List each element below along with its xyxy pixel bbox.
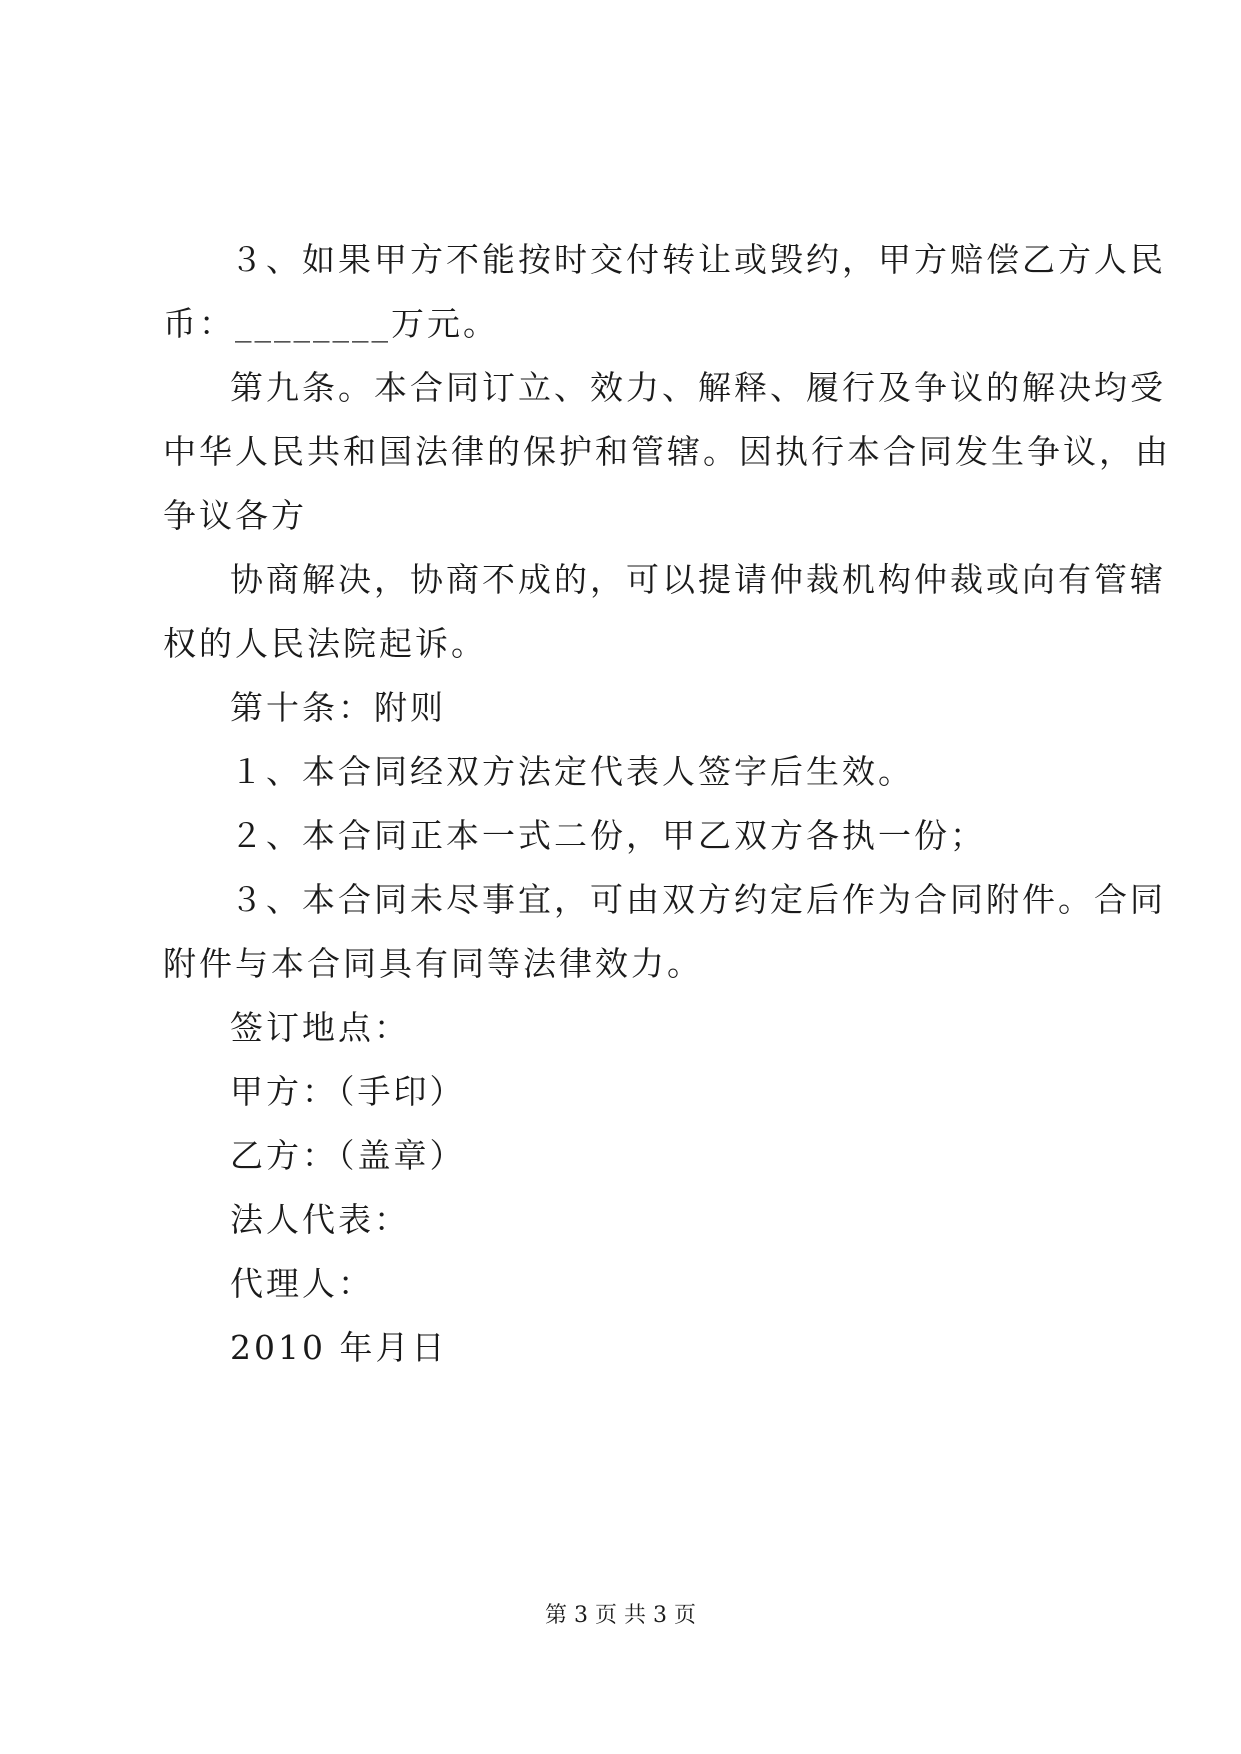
signing-place: 签订地点： [230,1008,410,1047]
agent: 代理人： [230,1264,374,1303]
clause-9-line-2: 中华人民共和国法律的保护和管辖。因执行本合同发生争议，由 [163,432,1171,471]
clause-9-line-3: 争议各方 [163,496,307,535]
clause-9-line-1: 第九条。本合同订立、效力、解释、履行及争议的解决均受 [230,368,1166,407]
clause-10-item-3-line-2: 附件与本合同具有同等法律效力。 [163,944,703,983]
clause-8-item-3-line-2: 币：________万元。 [163,304,499,343]
clause-10-heading: 第十条：附则 [230,688,446,727]
clause-10-item-3-line-1: ３、本合同未尽事宜，可由双方约定后作为合同附件。合同 [230,880,1166,919]
contract-body [163,228,1171,1380]
clause-8-item-3-line-1: ３、如果甲方不能按时交付转让或毁约，甲方赔偿乙方人民 [230,240,1166,279]
legal-representative: 法人代表： [230,1200,410,1239]
page-footer: 第 3 页 共 3 页 [545,1603,696,1628]
party-a-signature: 甲方：（手印） [230,1072,466,1111]
signing-date: 2010 年月日 [230,1328,448,1367]
party-b-signature: 乙方：（盖章） [230,1136,466,1175]
clause-10-item-2: ２、本合同正本一式二份，甲乙双方各执一份； [230,816,986,855]
clause-10-item-1: １、本合同经双方法定代表人签字后生效。 [230,752,914,791]
clause-9-line-4: 协商解决，协商不成的，可以提请仲裁机构仲裁或向有管辖 [230,560,1166,599]
clause-9-line-5: 权的人民法院起诉。 [163,624,487,663]
